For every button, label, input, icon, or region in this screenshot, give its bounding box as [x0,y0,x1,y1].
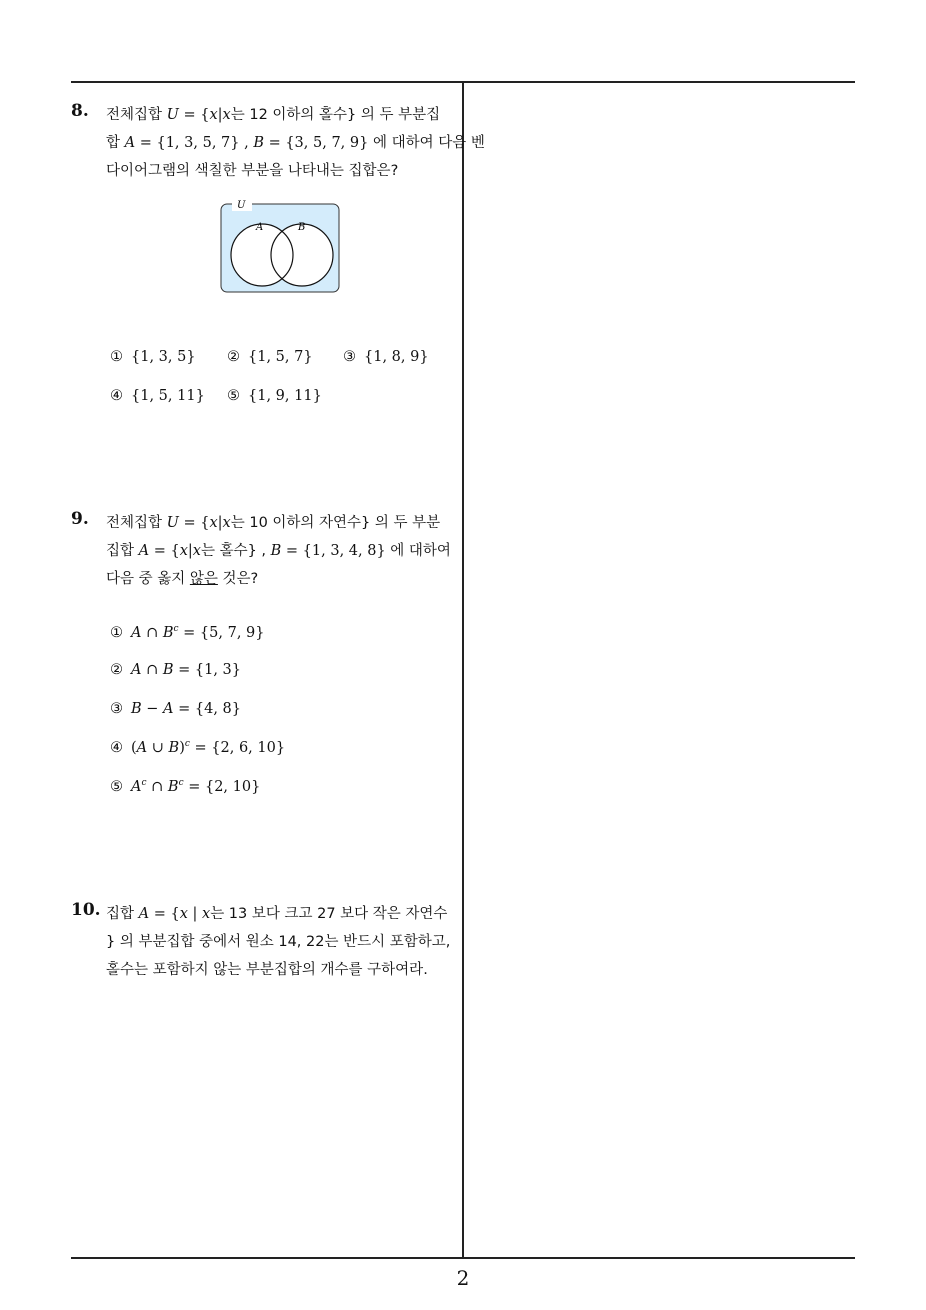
venn-diagram [220,195,342,295]
question-number: 9. [71,509,89,529]
question-text [106,509,456,593]
question-line-2: 집합 A = {x|x는 홀수} , B = {1, 3, 4, 8} 에 대하여 [106,543,451,559]
q8-option-1[interactable]: ① {1, 3, 5} [110,349,196,365]
set-a-label: A [256,222,264,233]
column-divider [462,82,464,1258]
question-number: 10. [71,900,101,920]
q9-option-2[interactable]: ② A ∩ B = {1, 3} [110,662,242,678]
page-number: 2 [456,1266,470,1290]
question-line-1: 전체집합 U = {x|x는 12 이하의 홀수} 의 두 부분집 [106,107,441,123]
q8-option-3[interactable]: ③ {1, 8, 9} [343,349,429,365]
question-text [106,900,456,984]
q9-option-3[interactable]: ③ B − A = {4, 8} [110,701,242,717]
q8-option-5[interactable]: ⑤ {1, 9, 11} [227,388,322,404]
bottom-rule [71,1257,855,1259]
question-line-2: } 의 부분집합 중에서 원소 14, 22는 반드시 포함하고, [106,934,451,950]
question-line-3: 홀수는 포함하지 않는 부분집합의 개수를 구하여라. [106,962,428,978]
q9-option-1[interactable]: ① A ∩ $B^c = \{5$, 7, 9} [110,624,265,641]
q9-option-5[interactable]: ⑤ $A^c$ ∩ $B^c = \{2$, 10} [110,778,261,795]
question-line-1: 집합 A = {x | x는 13 보다 크고 27 보다 작은 자연수 [106,906,448,922]
question-line-3: 다음 중 옳지 않은 것은? [106,571,259,587]
q8-option-2[interactable]: ② {1, 5, 7} [227,349,313,365]
set-b-label: B [298,222,306,233]
universe-label: U [237,200,246,211]
q8-option-4[interactable]: ④ {1, 5, 11} [110,388,205,404]
question-number: 8. [71,101,89,121]
question-line-2: 합 A = {1, 3, 5, 7} , B = {3, 5, 7, 9} 에 대하여 다음 벤 [106,135,485,151]
question-line-1: 전체집합 U = {x|x는 10 이하의 자연수} 의 두 부분 [106,515,441,531]
question-line-3: 다이어그램의 색칠한 부분을 나타내는 집합은? [106,163,399,179]
emphasis-underline: 않은 [189,571,218,587]
question-text [106,101,485,185]
q9-option-4[interactable]: ④ (A ∪ B)$^c$ = {2, 6, 10} [110,739,286,756]
